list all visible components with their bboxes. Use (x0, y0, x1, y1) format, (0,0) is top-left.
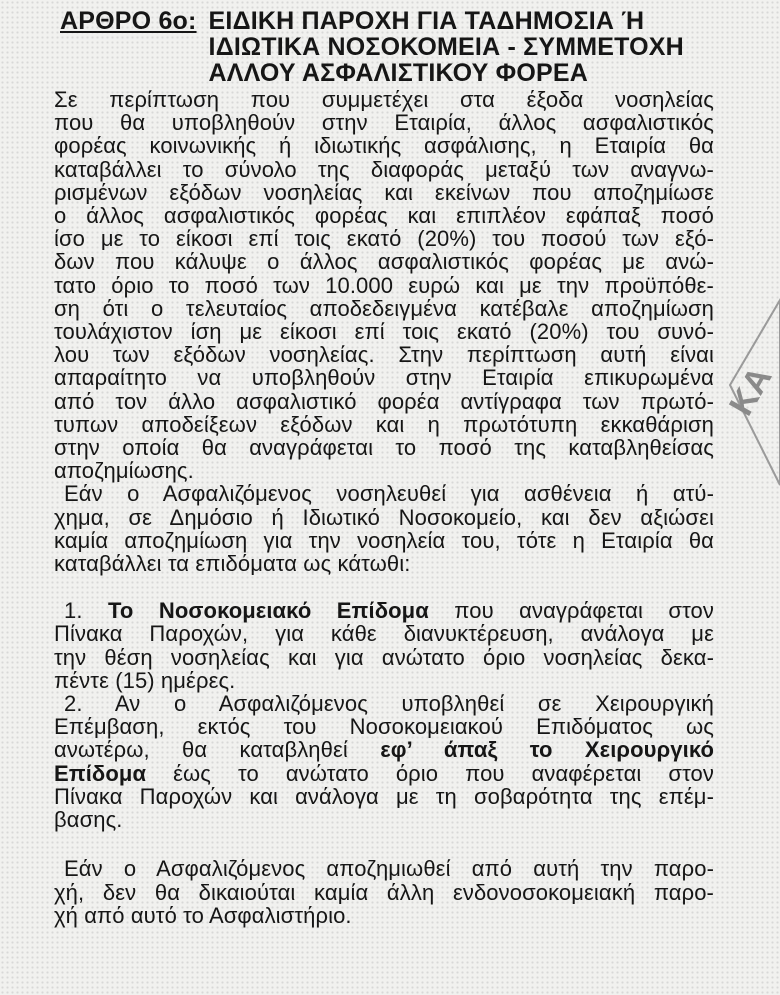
spacer (54, 831, 714, 857)
text-line: ίσο με το είκοσι επί τοις εκατό (20%) του ποσού των εξό- (54, 226, 714, 252)
text-line: αποζημίωσης. (54, 458, 194, 484)
text-line: 2. Αν ο Ασφαλιζόμενος υποβληθεί σε Χειρουργική (64, 691, 714, 717)
text-line: τουλάχιστον ίση με είκοσι επί τοις εκατό (20%) του συνό- (54, 319, 714, 345)
article-title (209, 8, 684, 86)
text-line: Σε περίπτωση που συμμετέχει στα έξοδα νοσηλείας (54, 87, 714, 112)
text-line: Πίνακα Παροχών και ανάλογα με τη σοβαρότητα της επέμ- (54, 783, 714, 809)
item-number: 1. (64, 598, 83, 624)
article-title-line: ΑΛΛΟΥ ΑΣΦΑΛΙΣΤΙΚΟΥ ΦΟΡΕΑ (208, 59, 588, 87)
text-line: στην οποία θα αναγράφεται το ποσό της καταβληθείσας (54, 435, 714, 461)
text-line: που θα υποβληθούν στην Εταιρία, άλλος ασφαλιστικός (54, 110, 714, 136)
paragraph-other-insurer (54, 88, 714, 482)
text-line: καμία αποζημίωση για την νοσηλεία του, τότε η Εταιρία θα (54, 527, 714, 553)
item-hospital-allowance (54, 599, 714, 692)
hospital-allowance-term: Το Νοσοκομειακό Επίδομα (107, 598, 429, 624)
article-heading (54, 8, 714, 86)
text-line (54, 738, 714, 761)
text-line: καταβάλλει τα επιδόματα ως κάτωθι: (54, 551, 411, 577)
text-fragment: ανωτέρω, θα καταβληθεί (54, 737, 381, 763)
text-line: χή, δεν θα δικαιούται καμία άλλη ενδονοσοκομειακή παρο- (54, 879, 714, 905)
text-line: απαραίτητο να υποβληθούν στην Εταιρία επικυρωμένα (54, 365, 714, 391)
stamp-text: ΚΑ (722, 360, 780, 422)
article-number: ΑΡΘΡΟ 6ο: (60, 7, 197, 35)
text-line: τυπων αποδείξεων εξόδων και η πρωτότυπη εκκαθάριση (54, 411, 714, 437)
text-line (54, 599, 714, 622)
spacer (54, 575, 714, 599)
surgical-allowance-term: Επίδομα (54, 760, 147, 786)
text-line: ο άλλος ασφαλιστικός φορέας και επιπλέον εφάπαξ ποσό (54, 203, 714, 229)
text-line: Επέμβαση, εκτός του Νοσοκομειακού Επιδόματος ως (54, 714, 714, 740)
text-line: χή από αυτό το Ασφαλιστήριο. (54, 902, 352, 928)
text-line (54, 762, 714, 785)
item-surgical-allowance (54, 692, 714, 831)
text-line: ση ότι ο τελευταίος αποδεδειγμένα κατέβαλε αποζημίωση (54, 295, 714, 321)
text-line: δων που κάλυψε ο άλλος ασφαλιστικός φορέας με ανώ- (54, 249, 714, 275)
text-line: Εάν ο Ασφαλιζόμενος νοσηλευθεί για ασθένεια ή ατύ- (64, 481, 714, 507)
text-fragment: που αναγράφεται στον (428, 598, 714, 624)
text-line: Πίνακα Παροχών, για κάθε διανυκτέρευση, ανάλογα με (54, 621, 714, 647)
stamp-outline (730, 300, 780, 485)
text-line: Εάν ο Ασφαλιζόμενος αποζημιωθεί από αυτή την παρο- (64, 856, 714, 882)
text-line: φορέας κοινωνικής ή ιδιωτικής ασφάλισης, η Εταιρία θα (54, 133, 714, 159)
surgical-allowance-term: εφ’ άπαξ το Χειρουργικό (380, 737, 714, 763)
text-line: πέντε (15) ημέρες. (54, 667, 236, 693)
text-line: καταβάλλει το σύνολο της διαφοράς μεταξύ των αναγνω- (54, 156, 714, 182)
text-fragment: έως το ανώτατο όριο που αναφέρεται στον (146, 760, 714, 786)
text-line: ρισμένων εξόδων νοσηλείας και εκείνων που αποζημίωσε (54, 179, 714, 205)
article-title-line: ΙΔΙΩΤΙΚΑ ΝΟΣΟΚΟΜΕΙΑ - ΣΥΜΜΕΤΟΧΗ (208, 33, 684, 61)
text-line: από τον άλλο ασφαλιστικό φορέα αντίγραφα των πρωτό- (54, 388, 714, 414)
text-line: τατο όριο το ποσό των 10.000 ευρώ και με την προϋπόθε- (54, 272, 714, 298)
text-line: χημα, σε Δημόσιο ή Ιδιωτικό Νοσοκομείο, και δεν αξιώσει (54, 504, 714, 530)
paragraph-exclusivity (54, 857, 714, 927)
article-title-line: ΕΙΔΙΚΗ ΠΑΡΟΧΗ ΓΙΑ ΤΑΔΗΜΟΣΙΑ Ή (208, 7, 645, 35)
text-line: λου των εξόδων νοσηλείας. Στην περίπτωση αυτή είναι (54, 342, 714, 368)
document-page (54, 8, 714, 927)
text-line: βασης. (54, 807, 123, 833)
text-line: την θέση νοσηλείας και για ανώτατο όριο νοσηλείας δεκα- (54, 644, 714, 670)
paragraph-no-claim (54, 482, 714, 575)
